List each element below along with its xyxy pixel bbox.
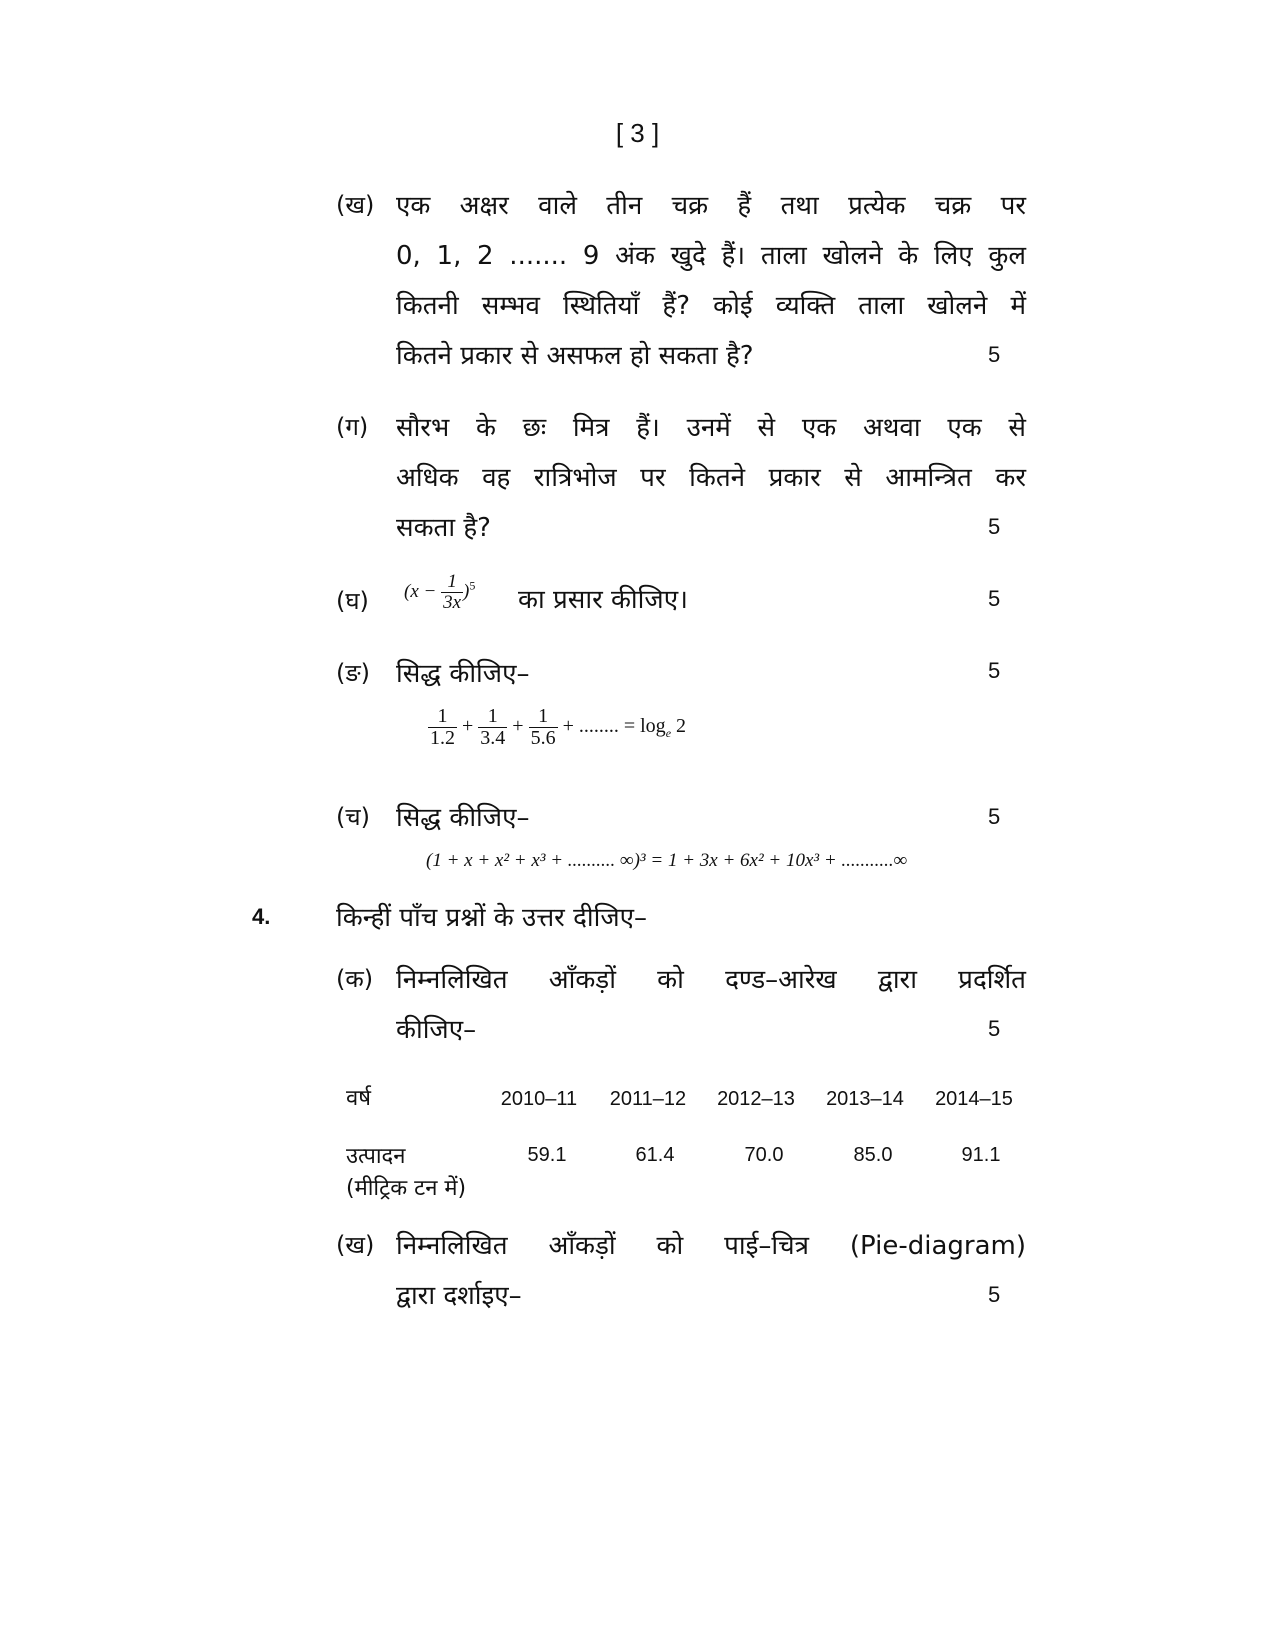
fraction: [441, 572, 463, 613]
question-text-line: निम्नलिखित आँकड़ों को दण्ड–आरेख द्वारा प्रदर्शित: [396, 965, 1026, 995]
fraction: [478, 706, 507, 749]
fraction-numerator: 1: [538, 705, 549, 727]
value-cell: 61.4: [635, 1144, 675, 1166]
value-cell: 70.0: [744, 1144, 784, 1166]
fraction-denominator: 1.2: [430, 727, 455, 749]
value-cell: 85.0: [853, 1144, 893, 1166]
year-cell: 2011–12: [609, 1088, 687, 1110]
value-cell: 59.1: [527, 1144, 567, 1166]
question-text-line: सकता है?: [396, 513, 491, 543]
expression-binomial: [404, 572, 475, 613]
page-number: [ 3 ]: [615, 118, 660, 148]
question-text-line: कितनी सम्भव स्थितियाँ हैं? कोई व्यक्ति ताला खोलने में: [396, 291, 1026, 321]
question-label: (च): [336, 803, 370, 831]
question-text-line: द्वारा दर्शाइए–: [396, 1281, 522, 1311]
question-heading: किन्हीं पाँच प्रश्नों के उत्तर दीजिए–: [336, 903, 648, 933]
question-number: 4.: [252, 904, 271, 929]
fraction-denominator: 5.6: [530, 727, 556, 749]
fraction: [529, 706, 558, 749]
plus-sign: +: [462, 715, 474, 738]
marks: 5: [988, 342, 1001, 367]
question-label: (ख): [336, 191, 375, 219]
question-text-line: 0, 1, 2 ....... 9 अंक खुदे हैं। ताला खोलने के लिए कुल: [396, 241, 1026, 271]
question-text-line: कीजिए–: [396, 1015, 477, 1045]
year-cell: 2012–13: [717, 1088, 795, 1110]
year-cell: 2013–14: [826, 1088, 904, 1110]
question-text-line: सौरभ के छः मित्र हैं। उनमें से एक अथवा एक से: [396, 413, 1026, 443]
question-text-line: निम्नलिखित आँकड़ों को पाई–चित्र (Pie-diagram): [396, 1231, 1026, 1261]
fraction-numerator: 1: [487, 705, 498, 727]
fraction-numerator: 1: [437, 705, 448, 727]
question-text-line: अधिक वह रात्रिभोज पर कितने प्रकार से आमन्त्रित कर: [396, 463, 1026, 493]
expr-close: ): [463, 580, 470, 602]
fraction-numerator: 1: [447, 571, 457, 592]
year-cell: 2014–15: [935, 1088, 1013, 1110]
expression-equation: (1 + x + x² + x³ + .......... ∞)³ = 1 + 3x + 6x² + 10x³ + ...........∞: [426, 850, 908, 871]
expr-open: (x −: [404, 580, 437, 602]
marks: 5: [988, 1016, 1001, 1041]
fraction: [428, 706, 457, 749]
question-label: (ङ): [336, 659, 371, 687]
question-text-line: का प्रसार कीजिए।: [518, 585, 688, 615]
unit-label: (मीट्रिक टन में): [346, 1176, 467, 1201]
year-header: वर्ष: [346, 1086, 371, 1111]
plus-sign: +: [512, 715, 524, 738]
series-tail: + ........ = log: [562, 715, 666, 738]
exponent: 5: [469, 578, 476, 593]
fraction-denominator: 3.4: [480, 727, 506, 749]
question-text-line: सिद्ध कीजिए–: [396, 659, 530, 689]
question-label: (ग): [336, 413, 369, 441]
year-cell: 2010–11: [500, 1088, 578, 1110]
question-label: (ख): [336, 1231, 375, 1259]
log-base: e: [665, 726, 672, 741]
production-header: उत्पादन: [346, 1144, 406, 1169]
log-argument: 2: [676, 715, 687, 738]
marks: 5: [988, 804, 1001, 829]
marks: 5: [988, 586, 1001, 611]
value-cell: 91.1: [961, 1144, 1001, 1166]
marks: 5: [988, 1282, 1001, 1307]
question-label: (क): [336, 965, 374, 993]
question-label: (घ): [336, 587, 369, 615]
expression-series: [428, 706, 686, 749]
question-text-line: कितने प्रकार से असफल हो सकता है?: [396, 341, 754, 371]
question-text-line: एक अक्षर वाले तीन चक्र हैं तथा प्रत्येक चक्र पर: [396, 191, 1026, 221]
marks: 5: [988, 514, 1001, 539]
fraction-denominator: 3x: [443, 591, 462, 613]
question-text-line: सिद्ध कीजिए–: [396, 803, 530, 833]
marks: 5: [988, 658, 1001, 683]
